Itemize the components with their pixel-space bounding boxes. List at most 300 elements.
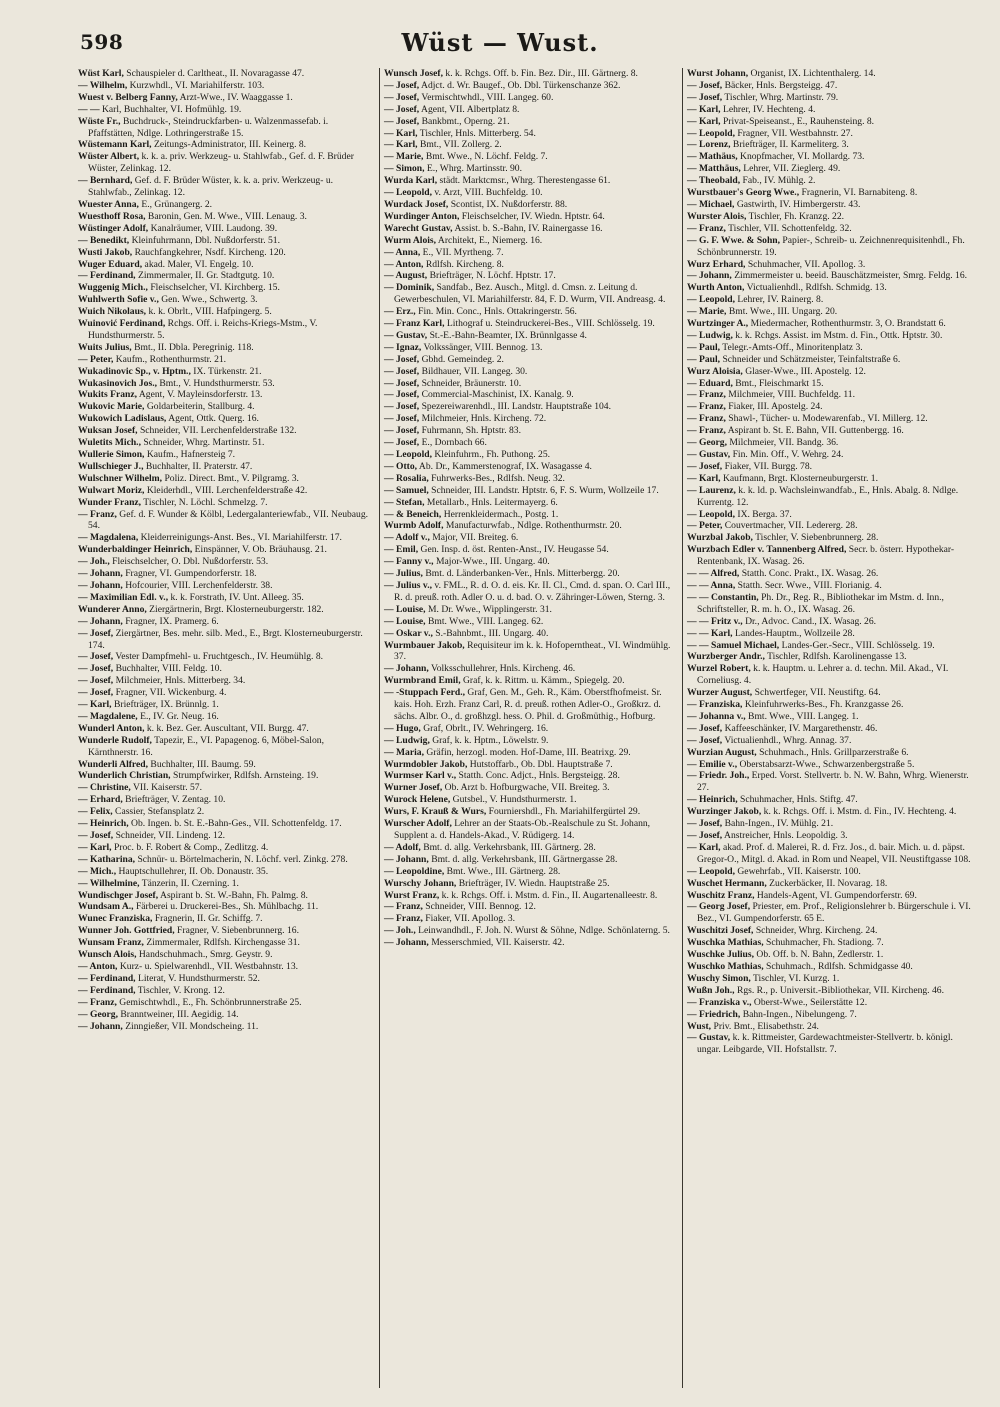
directory-entry — [687, 580, 977, 592]
entry-name: — Eduard, — [687, 377, 733, 389]
directory-entry — [687, 80, 977, 92]
entry-name: Wukadinovic Sp., v. Hptm., — [78, 365, 191, 377]
entry-details: Cassier, Stefansplatz 2. — [112, 806, 205, 818]
entry-details: Assist. b. S.-Bahn, IV. Rainergasse 16. — [452, 222, 603, 234]
directory-entry — [384, 92, 673, 104]
entry-name: — Leopold, — [687, 508, 735, 520]
directory-entry — [78, 342, 370, 354]
entry-details: Dr., Advoc. Cand., IX. Wasag. 26. — [742, 615, 877, 627]
directory-entry — [687, 985, 977, 997]
entry-details: St.-E.-Bahn-Beamter, IX. Brünnlgasse 4. — [427, 329, 587, 341]
entry-name: — -Stuppach Ferd., — [384, 687, 466, 699]
entry-name: — Adolf v., — [384, 532, 430, 544]
entry-name: Wurmser Karl v., — [384, 770, 457, 782]
entry-details: Bmt., II. Dbla. Peregrinig. 118. — [131, 341, 254, 353]
directory-entry — [384, 282, 673, 306]
entry-details: Fin. Min. Conc., Hnls. Ottakringerstr. 56. — [415, 306, 577, 318]
entry-details: Kleinfuhrm., Fh. Puthong. 25. — [431, 449, 551, 460]
directory-entry — [78, 318, 370, 342]
directory-entry — [384, 842, 673, 854]
directory-entry — [687, 973, 977, 985]
directory-entry — [687, 175, 977, 187]
entry-details: Tischler, Whrg. Martinstr. 79. — [722, 91, 839, 103]
directory-entry — [384, 759, 673, 771]
entry-name: — Josef, — [687, 722, 723, 734]
entry-name: — Josef, — [78, 675, 114, 687]
entry-details: Fleischselcher, IV. Wiedn. Hptstr. 64. — [459, 210, 605, 222]
directory-entry — [687, 663, 977, 687]
directory-entry — [687, 997, 977, 1009]
directory-entry — [78, 568, 370, 580]
entry-name: — Ludwig, — [384, 734, 430, 746]
entry-name: — Erz., — [384, 306, 416, 318]
entry-details: Zimmermeister u. beeid. Bauschätzmeister, Smrg. Feldg. 16. — [731, 270, 968, 282]
entry-name: — Oskar v., — [384, 627, 433, 639]
entry-name: Wurst Franz, — [384, 889, 440, 901]
entry-name: Wullerie Simon, — [78, 449, 145, 460]
entry-details: v. Arzt, VIII. Buchfeldg. 10. — [431, 187, 543, 199]
entry-details: E., Grünangerg. 2. — [138, 198, 213, 210]
entry-details: Schneider, VIII. Bennog. 12. — [422, 901, 536, 913]
entry-name: Wuesthoff Rosa, — [78, 210, 146, 222]
directory-entry — [78, 937, 370, 949]
entry-name: Wurzian August, — [687, 746, 757, 758]
entry-details: Kaufm., Hafnersteig 7. — [144, 449, 236, 460]
entry-details: Aspirant b. St. W.-Bahn, Fh. Palmg. 8. — [158, 889, 308, 901]
directory-entry — [384, 342, 673, 354]
entry-name: — Georg, — [687, 437, 727, 449]
entry-name: — Leopold, — [384, 449, 432, 460]
entry-name: — Anton, — [78, 960, 118, 972]
entry-name: Wurm Alois, — [384, 234, 437, 246]
entry-details: Buchhalter, VIII. Feldg. 10. — [113, 663, 222, 675]
entry-name: — Johanna v., — [687, 710, 746, 722]
entry-name: — Benedikt, — [78, 234, 130, 246]
entry-name: — — Karl, — [687, 627, 733, 639]
entry-details: Anstreicher, Hnls. Leopoldig. 3. — [722, 830, 848, 841]
directory-entry — [78, 354, 370, 366]
entry-details: k. k. Rchgs. Off. i. Mstm. d. Fin., II. Augartenalleestr. 8. — [439, 889, 658, 901]
entry-details: Priv. Bmt., Elisabethstr. 24. — [711, 1020, 819, 1032]
directory-entry — [78, 723, 370, 735]
entry-details: Schneider, Whrg. Martinstr. 51. — [140, 437, 265, 449]
directory-entry — [384, 747, 673, 759]
entry-details: S.-Bahnbmt., III. Ungarg. 40. — [432, 627, 549, 639]
entry-details: Spezereiwarenhdl., III. Landstr. Hauptstraße 104. — [419, 401, 611, 413]
entry-details: Gräfin, herzogl. moden. Hof-Dame, III. Beatrixg. 29. — [423, 746, 631, 758]
entry-name: — — Constantin, — [687, 591, 759, 603]
directory-entry — [384, 794, 673, 806]
entry-details: Fragner, IX. Pramerg. 6. — [122, 615, 219, 627]
entry-name: Wurzer August, — [687, 687, 753, 699]
entry-name: Wunsch Alois, — [78, 949, 137, 961]
entry-name: Wuich Nikolaus, — [78, 306, 147, 318]
entry-details: Gbhd. Gemeindeg. 2. — [419, 353, 504, 365]
entry-name: — Josef, — [687, 91, 723, 103]
entry-details: Fiaker, VII. Apollog. 3. — [422, 913, 516, 925]
entry-details: Glaser-Wwe., III. Apostelg. 12. — [742, 365, 866, 377]
entry-columns — [76, 68, 980, 1388]
entry-details: Fragnerin, VI. Barnabiteng. 8. — [799, 187, 918, 199]
directory-entry — [687, 1021, 977, 1033]
entry-name: — Magdalene, — [78, 710, 138, 722]
directory-entry — [687, 770, 977, 794]
directory-entry — [687, 592, 977, 616]
directory-entry — [78, 878, 370, 890]
entry-name: — Johann, — [384, 663, 429, 675]
entry-name: — Johann, — [78, 568, 123, 580]
entry-details: Miedermacher, Rothenthurmstr. 3, O. Brandstatt 6. — [748, 318, 946, 330]
entry-name: — Johann, — [384, 853, 429, 865]
entry-details: Ob. Off. b. N. Bahn, Zedlerstr. 1. — [754, 949, 884, 961]
entry-details: k. k. Hauptm. u. Lehrer a. d. techn. Mil. Akad., VI. Corneliusg. 4. — [697, 663, 949, 687]
entry-name: Wunderli Alfred, — [78, 758, 149, 770]
directory-entry — [78, 282, 370, 294]
directory-entry — [687, 806, 977, 818]
directory-entry — [384, 235, 673, 247]
directory-entry — [384, 389, 673, 401]
entry-name: — Leopold, — [687, 127, 735, 139]
directory-entry — [78, 973, 370, 985]
entry-details: Milchmeier, VII. Bandg. 36. — [726, 437, 839, 449]
entry-details: Gewehrfab., VII. Kaiserstr. 100. — [734, 865, 861, 877]
entry-name: Wuinović Ferdinand, — [78, 318, 166, 330]
directory-entry — [687, 890, 977, 902]
directory-entry — [78, 235, 370, 247]
entry-details: Kurz- u. Spielwarenhdl., VII. Westbahnstr. 13. — [117, 960, 299, 972]
directory-entry — [384, 616, 673, 628]
directory-entry — [687, 961, 977, 973]
entry-details: Kanalräumer, VIII. Laudong. 39. — [148, 222, 278, 234]
entry-name: — Paul, — [687, 341, 721, 353]
entry-details: E., VII. Myrtheng. 7. — [420, 246, 504, 258]
directory-entry — [78, 366, 370, 378]
directory-entry — [687, 425, 977, 437]
entry-details: Schuhmacher, Hnls. Stiftg. 47. — [737, 794, 858, 806]
entry-details: k. k. a. priv. Werkzeug- u. Stahlwfab., Gef. d. F. Brüder Wüster, Zelinkag. 12. — [88, 151, 354, 175]
entry-name: Wundsam A., — [78, 901, 134, 913]
entry-name: Wüster Albert, — [78, 151, 140, 163]
entry-details: Handels-Agent, VI. Gumpendorferstr. 69. — [754, 889, 917, 901]
directory-entry — [687, 1009, 977, 1021]
directory-entry — [78, 985, 370, 997]
entry-name: — Lorenz, — [687, 139, 731, 151]
directory-entry — [78, 497, 370, 509]
entry-details: Tischler, Rdlfsh. Karolinengasse 13. — [764, 651, 907, 663]
directory-entry — [687, 568, 977, 580]
directory-entry — [384, 723, 673, 735]
entry-details: Volksschullehrer, Hnls. Kircheng. 46. — [428, 663, 576, 675]
directory-entry — [78, 485, 370, 497]
entry-name: — Karl, — [687, 841, 721, 853]
directory-entry — [384, 580, 673, 604]
page-number: 598 — [80, 30, 124, 54]
directory-entry — [78, 473, 370, 485]
entry-details: Schuhmach., Hnls. Grillparzerstraße 6. — [756, 746, 909, 758]
directory-entry — [78, 532, 370, 544]
entry-name: Wust, — [687, 1020, 712, 1032]
directory-entry — [687, 759, 977, 771]
directory-entry — [78, 378, 370, 390]
entry-details: Zuckerbäcker, II. Novarag. 18. — [766, 877, 888, 889]
directory-entry — [78, 509, 370, 533]
entry-details: Kurzwhdl., VI. Mariahilferstr. 103. — [127, 79, 265, 91]
entry-name: — Franz, — [687, 413, 726, 425]
directory-entry — [78, 592, 370, 604]
entry-details: M. Dr. Wwe., Wipplingerstr. 31. — [425, 603, 552, 615]
entry-name: — Maximilian Edl. v., — [78, 591, 169, 603]
entry-name: Wuschet Hermann, — [687, 877, 767, 889]
entry-name: Wunner Joh. Gottfried, — [78, 925, 175, 937]
entry-name: — Josef, — [384, 401, 420, 413]
entry-name: Wurzel Robert, — [687, 663, 751, 675]
entry-details: Gen. Wwe., Schwertg. 3. — [158, 294, 258, 306]
entry-name: Wuschko Mathias, — [687, 960, 764, 972]
directory-entry — [687, 413, 977, 425]
entry-name: — G. F. Wwe. & Sohn, — [687, 234, 781, 246]
entry-name: — Theobald, — [687, 175, 741, 187]
entry-details: Ph. Dr., Reg. R., Bibliothekar im Mstm. d. Inn., Schriftsteller, R. m. h. O., IX. Wasag. 26. — [697, 591, 944, 615]
entry-name: — Julius, — [384, 568, 423, 580]
entry-details: Tischler, V. Krong. 12. — [135, 984, 225, 996]
directory-entry — [78, 961, 370, 973]
directory-entry — [78, 294, 370, 306]
entry-name: — Josef, — [687, 734, 723, 746]
entry-details: Volkssänger, VIII. Bennog. 13. — [421, 341, 543, 353]
entry-name: Wuger Eduard, — [78, 258, 143, 270]
directory-entry — [384, 247, 673, 259]
entry-details: Rdlfsh. Kircheng. 8. — [423, 258, 504, 270]
directory-entry — [687, 1032, 977, 1056]
entry-name: — Josef, — [78, 687, 114, 699]
directory-entry — [384, 735, 673, 747]
directory-entry — [687, 485, 977, 509]
directory-entry — [687, 937, 977, 949]
entry-details: Telegr.-Amts-Off., Minoritenplatz 3. — [720, 341, 863, 353]
entry-details: Färberei u. Druckerei-Bes., Sh. Mühlbachg. 11. — [133, 901, 319, 913]
entry-name: — Leopold, — [687, 865, 735, 877]
directory-entry — [78, 544, 370, 556]
entry-name: — Michael, — [687, 198, 735, 210]
directory-entry — [78, 116, 370, 140]
entry-details: Bmt. Wwe., III. Gärtnerg. 28. — [444, 865, 561, 877]
entry-name: Wullschieger J., — [78, 460, 144, 472]
directory-entry — [78, 223, 370, 235]
entry-name: Wundischger Josef, — [78, 889, 159, 901]
entry-name: — Josef, — [384, 437, 420, 449]
entry-name: — August, — [384, 270, 428, 282]
entry-name: Wurdinger Anton, — [384, 210, 460, 222]
entry-details: k. k. Rchgs. Off. b. Fin. Bez. Dir., III. Gärtnerg. 8. — [443, 68, 638, 79]
directory-entry — [687, 68, 977, 80]
entry-details: Manufacturwfab., Ndlge. Rothenthurmstr. 20. — [443, 520, 622, 532]
directory-entry — [78, 949, 370, 961]
directory-entry — [687, 104, 977, 116]
entry-details: Buchhalter, III. Baumg. 59. — [148, 758, 256, 770]
entry-name: Wunder Franz, — [78, 496, 142, 508]
entry-name: — — Alfred, — [687, 568, 740, 580]
entry-name: — Franz, — [78, 996, 117, 1008]
entry-details: Bmt. d. allg. Verkehrsbank, III. Gärtnergasse 28. — [428, 853, 618, 865]
entry-name: — Josef, — [687, 818, 723, 830]
directory-entry — [687, 342, 977, 354]
directory-entry — [384, 485, 673, 497]
page-header — [60, 26, 940, 66]
entry-details: Rauchfangkehrer, Nsdf. Kircheng. 120. — [132, 246, 286, 258]
entry-details: Bmt. Wwe., VIII. Langeg. 62. — [425, 615, 544, 627]
entry-name: Wuester Anna, — [78, 198, 139, 210]
entry-details: Fragner, VII. Wickenburg. 4. — [113, 687, 227, 699]
entry-name: — Leopold, — [687, 294, 735, 306]
entry-details: Tischler, VI. Kurzg. 1. — [750, 972, 840, 984]
entry-name: Wußn Joh., — [687, 984, 735, 996]
entry-name: — Marie, — [384, 151, 424, 163]
entry-details: Buchdruck-, Steindruckfarben- u. Walzenmassefab. i. Pfaffstätten, Ndlge. Lothringerstraße 15. — [88, 115, 329, 139]
directory-entry — [687, 925, 977, 937]
directory-entry — [78, 699, 370, 711]
entry-name: Wuschy Simon, — [687, 972, 751, 984]
directory-entry — [687, 401, 977, 413]
entry-name: Wuest v. Belberg Fanny, — [78, 91, 178, 103]
directory-entry — [384, 556, 673, 568]
directory-entry — [78, 259, 370, 271]
entry-details: Kaufmann, Brgt. Klosterneuburgerstr. 1. — [720, 472, 878, 484]
directory-entry — [384, 461, 673, 473]
entry-details: E., IV. Gr. Neug. 16. — [137, 710, 219, 722]
directory-entry — [384, 175, 673, 187]
entry-name: Wulwart Moriz, — [78, 484, 145, 496]
entry-details: Bmt., VII. Zollerg. 2. — [417, 139, 502, 151]
entry-details: städt. Marktcmsr., Whrg. Therestengasse 61. — [437, 175, 611, 187]
directory-entry — [384, 366, 673, 378]
entry-name: Wurs, F. Krauß & Wurs, — [384, 806, 487, 818]
entry-name: — Karl, — [687, 115, 721, 127]
directory-entry — [687, 687, 977, 699]
entry-details: Bankbmt., Operng. 21. — [419, 115, 510, 127]
entry-details: Schneider, Bräunerstr. 10. — [419, 377, 522, 389]
directory-entry — [687, 92, 977, 104]
directory-entry — [78, 854, 370, 866]
directory-entry — [687, 640, 977, 652]
entry-name: Wurmbauer Jakob, — [384, 639, 465, 651]
entry-name: Wunderle Rudolf, — [78, 734, 152, 746]
entry-name: — Wilhelm, — [78, 79, 128, 91]
entry-name: — Emil, — [384, 544, 419, 556]
directory-entry — [78, 687, 370, 699]
entry-name: — Matthäus, — [687, 163, 741, 175]
directory-entry — [78, 306, 370, 318]
directory-entry — [687, 318, 977, 330]
entry-details: Oberstabsarzt-Wwe., Schwarzenbergstraße 5. — [737, 758, 915, 770]
directory-entry — [384, 925, 673, 937]
entry-name: Wurzinger Jakob, — [687, 806, 762, 818]
entry-name: — Paul, — [687, 353, 721, 365]
directory-entry — [384, 116, 673, 128]
entry-details: Poliz. Direct. Bmt., V. Pilgramg. 3. — [162, 472, 299, 484]
entry-details: Ob. Ingen. b. St. E.-Bahn-Ges., VII. Schottenfeldg. 17. — [128, 818, 342, 830]
entry-name: — Simon, — [384, 163, 425, 175]
directory-entry — [384, 330, 673, 342]
entry-name: — Karl, — [78, 841, 112, 853]
directory-entry — [384, 640, 673, 664]
directory-entry — [687, 128, 977, 140]
entry-details: Schneider, Whrg. Kircheng. 24. — [753, 925, 878, 937]
entry-name: — Emilie v., — [687, 758, 738, 770]
entry-details: Milchmeier, Hnls. Mitterberg. 34. — [113, 675, 246, 687]
entry-name: — Friedrich, — [687, 1008, 741, 1020]
entry-name: Wurdack Josef, — [384, 198, 449, 210]
directory-entry — [687, 223, 977, 235]
entry-details: Papier-, Schreib- u. Zeichnenrequisitenhdl., Fh. Schönbrunnerstr. 19. — [697, 234, 965, 258]
directory-entry — [384, 604, 673, 616]
entry-details: Erped. Vorst. Stellvertr. b. N. W. Bahn, Whrg. Wienerstr. 27. — [697, 770, 969, 794]
directory-entry — [384, 151, 673, 163]
entry-name: Wurner Josef, — [384, 782, 443, 794]
entry-name: — Josef, — [384, 103, 420, 115]
entry-name: — Anton, — [384, 258, 424, 270]
directory-entry — [78, 389, 370, 401]
entry-details: Commercial-Maschinist, IX. Kanalg. 9. — [419, 389, 574, 401]
entry-name: — Josef, — [78, 663, 114, 675]
directory-entry — [78, 247, 370, 259]
entry-details: Bildhauer, VII. Langeg. 30. — [419, 365, 528, 377]
entry-details: Literat, V. Hundsthurmerstr. 52. — [135, 972, 260, 984]
entry-name: — Josef, — [384, 115, 420, 127]
entry-details: Statth. Secr. Wwe., VIII. Florianig. 4. — [735, 579, 882, 591]
directory-entry — [687, 116, 977, 128]
entry-details: Gen. Insp. d. öst. Renten-Anst., IV. Heugasse 54. — [418, 544, 609, 556]
entry-details: Schnür- u. Börtelmacherin, N. Löchf. verl. Zinkg. 278. — [135, 853, 348, 865]
entry-details: k. k. Rittmeister, Gardewachtmeister-Stellvertr. b. königl. ungar. Leibgarde, VII. Hofstallstr. 7. — [697, 1032, 953, 1056]
entry-details: Gef. d. F. Brüder Wüster, k. k. a. priv. Werkzeug- u. Stahlwfab., Zelinkag. 12. — [88, 175, 334, 199]
entry-name: — Ludwig, — [687, 329, 733, 341]
directory-entry — [78, 735, 370, 759]
entry-details: Couvertmacher, VII. Ledererg. 28. — [722, 520, 858, 532]
entry-details: Hofcourier, VIII. Lerchenfelderstr. 38. — [122, 579, 273, 591]
entry-details: Vester Dampfmehl- u. Fruchtgesch., IV. Heumühlg. 8. — [113, 651, 324, 663]
entry-details: Bmt. Wwe., VIII. Langeg. 1. — [745, 710, 859, 722]
entry-name: — Josef, — [384, 413, 420, 425]
directory-entry — [687, 330, 977, 342]
entry-name: — Franz, — [384, 913, 423, 925]
entry-details: Briefträger, IV. Wiedn. Hauptstraße 25. — [456, 877, 610, 889]
entry-name: — Franziska, — [687, 699, 743, 711]
directory-entry — [384, 354, 673, 366]
entry-details: Architekt, E., Niemerg. 16. — [436, 234, 543, 246]
entry-details: Briefträger, N. Löchf. Hptstr. 17. — [427, 270, 556, 282]
entry-details: Lehrer an der Staats-Ob.-Realschule zu St. Johann, Supplent a. d. Handels-Akad., V. Rüdigerg. 14. — [394, 818, 651, 841]
directory-entry — [78, 68, 370, 80]
directory-entry — [78, 806, 370, 818]
directory-entry — [687, 735, 977, 747]
entry-name: — Johann, — [78, 1020, 123, 1032]
directory-entry — [384, 128, 673, 140]
directory-entry — [78, 604, 370, 616]
entry-details: Statth. Conc. Prakt., IX. Wasag. 26. — [739, 568, 879, 580]
entry-details: IX. Berga. 37. — [734, 508, 792, 520]
entry-name: — Franz, — [687, 389, 726, 401]
entry-name: — Rosalia, — [384, 472, 429, 484]
entry-name: — Laurenz, — [687, 484, 736, 496]
directory-entry — [687, 532, 977, 544]
entry-name: Wurth Anton, — [687, 282, 745, 294]
entry-name: — Karl, — [78, 699, 112, 711]
entry-name: — Felix, — [78, 806, 113, 818]
entry-details: Gemischtwhdl., E., Fh. Schönbrunnerstraße 25. — [116, 996, 302, 1008]
directory-entry — [384, 937, 673, 949]
entry-details: Gef. d. F. Wunder & Kölbl, Ledergalanteriewfab., VII. Neubaug. 54. — [88, 508, 369, 532]
entry-details: Lithograf u. Steindruckerei-Bes., VIII. Schlösselg. 19. — [444, 318, 655, 330]
